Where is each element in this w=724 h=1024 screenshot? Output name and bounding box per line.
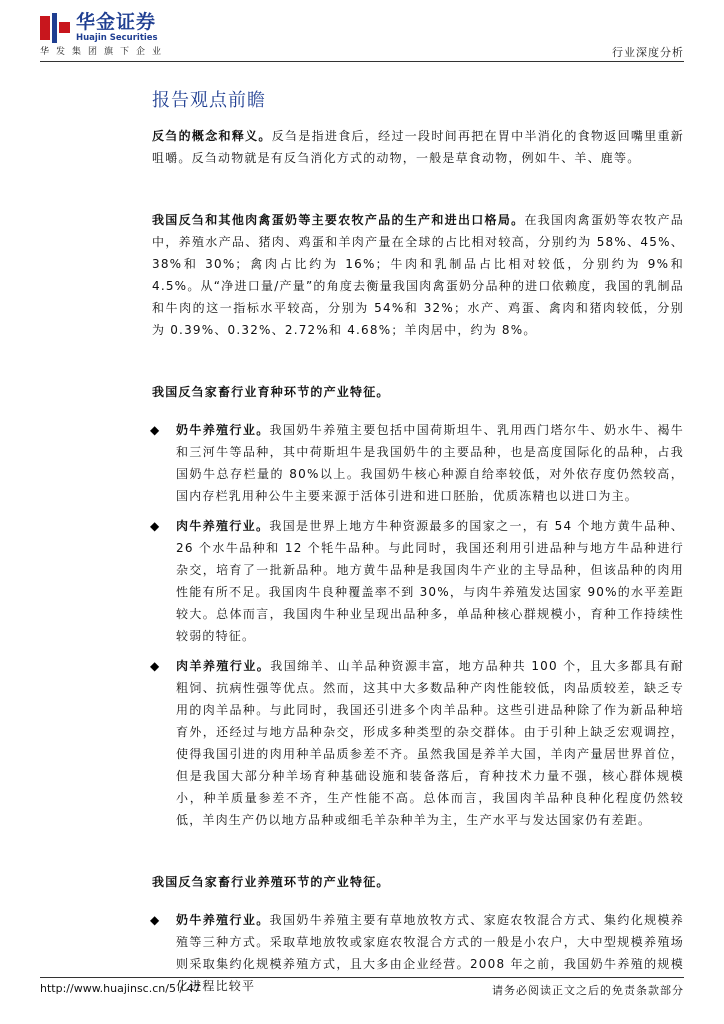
bullet-mutton-breeding bbox=[150, 655, 684, 831]
huajin-logo-mark-icon bbox=[40, 13, 70, 43]
logo-chinese-name: 华金证券 bbox=[76, 11, 157, 34]
paragraph-lead: 反刍的概念和释义。 bbox=[152, 129, 272, 143]
paragraph-rumination-concept bbox=[152, 125, 684, 169]
logo-text bbox=[76, 13, 158, 43]
section-title: 报告观点前瞻 bbox=[152, 90, 266, 111]
paragraph-production-trade bbox=[152, 209, 684, 341]
logo-english-name: Huajin Securities bbox=[76, 33, 158, 44]
report-body bbox=[152, 125, 684, 997]
document-type: 行业深度分析 bbox=[612, 46, 684, 59]
subsidiary-tagline: 华发集团旗下企业 bbox=[40, 47, 169, 57]
paragraph-text: 在我国肉禽蛋奶等农牧产品中，养殖水产品、猪肉、鸡蛋和羊肉产量在全球的占比相对较高，分别约为 58%、45%、38%和 30%；禽肉占比约为 16%；牛肉和乳制品占比相对较低，分别约为 9%和 4.5%。从“净进口量/产量”的角度去衡量我国肉禽蛋奶分品种的进口依赖度，我国的乳制品和牛肉的这一指标水平较高，分别为 54%和 32%；水产、鸡蛋、禽肉和猪肉较低，分别为 0.39%、0.32%、2.72%和 4.68%；羊肉居中，约为 8%。 bbox=[152, 213, 684, 337]
header-divider bbox=[40, 61, 684, 62]
black-diamond-icon: ◆ bbox=[150, 519, 160, 533]
black-diamond-icon: ◆ bbox=[150, 913, 160, 927]
footer-disclaimer: 请务必阅读正文之后的免责条款部分 bbox=[492, 984, 684, 997]
bullet-text: 奶牛养殖行业。我国奶牛养殖主要包括中国荷斯坦牛、乳用西门塔尔牛、奶水牛、褐牛和三河牛等品种，其中荷斯坦牛是我国奶牛的主要品种，也是高度国际化的品种，占我国奶牛总存栏量的 80%以上。我国奶牛核心种源自给率较低，对外依存度仍然较高，国内存栏乳用种公牛主要来源于活体引进和进口胚胎，优质冻精也以进口为主。 bbox=[176, 423, 685, 503]
paragraph-lead: 我国反刍和其他肉禽蛋奶等主要农牧产品的生产和进出口格局。 bbox=[152, 213, 525, 227]
bullet-text: 肉牛养殖行业。我国是世界上地方牛种资源最多的国家之一，有 54 个地方黄牛品种、26 个水牛品种和 12 个牦牛品种。与此同时，我国还利用引进品种与地方牛品种进行杂交，培育了一批新品种。地方黄牛品种是我国肉牛产业的主导品种，但该品种的肉用性能有所不足。我国肉牛良种覆盖率不到 30%，与肉牛养殖发达国家 90%的水平差距较大。总体而言，我国肉牛种业呈现出品种多，单品种核心群规模小，育种工作持续性较弱的特征。 bbox=[176, 519, 684, 643]
heading-farming: 我国反刍家畜行业养殖环节的产业特征。 bbox=[152, 875, 390, 889]
footer-divider bbox=[40, 977, 684, 978]
bullet-text: 肉羊养殖行业。我国绵羊、山羊品种资源丰富，地方品种共 100 个，且大多都具有耐粗饲、抗病性强等优点。然而，这其中大多数品种产肉性能较低，肉品质较差，缺乏专用的肉羊品种。与此同时，我国还引进多个肉羊品种。这些引进品种除了作为新品种培育外，还经过与地方品种杂交，形成多种类型的杂交群体。由于引种上缺乏宏观调控，使得我国引进的肉用种羊品质参差不齐。虽然我国是养羊大国，羊肉产量居世界首位，但是我国大部分种羊场育种基础设施和装备落后，育种技术力量不强，核心群体规模小，种羊质量参差不齐，生产性能不高。总体而言，我国肉羊品种良种化程度仍然较低，羊肉生产仍以地方品种或细毛羊杂种羊为主，生产水平与发达国家仍有差距。 bbox=[176, 659, 685, 827]
black-diamond-icon: ◆ bbox=[150, 423, 160, 437]
footer-url-page-number: http://www.huajinsc.cn/5 / 47 bbox=[40, 982, 201, 995]
bullet-beef-breeding bbox=[150, 515, 684, 647]
bullet-text: 奶牛养殖行业。我国奶牛养殖主要有草地放牧方式、家庭农牧混合方式、集约化规模养殖等三种方式。采取草地放牧或家庭农牧混合方式的一般是小农户，大中型规模养殖场则采取集约化规模养殖方式，且大多由企业经营。2008 年之前，我国奶牛养殖的规模化进程比较平 bbox=[176, 913, 685, 993]
huajin-logo bbox=[40, 12, 158, 44]
heading-breeding: 我国反刍家畜行业育种环节的产业特征。 bbox=[152, 385, 390, 399]
paragraph-text: 反刍是指进食后，经过一段时间再把在胃中半消化的食物返回嘴里重新咀嚼。反刍动物就是有反刍消化方式的动物，一般是草食动物，例如牛、羊、鹿等。 bbox=[152, 129, 685, 165]
black-diamond-icon: ◆ bbox=[150, 659, 160, 673]
bullet-dairy-breeding bbox=[150, 419, 684, 507]
